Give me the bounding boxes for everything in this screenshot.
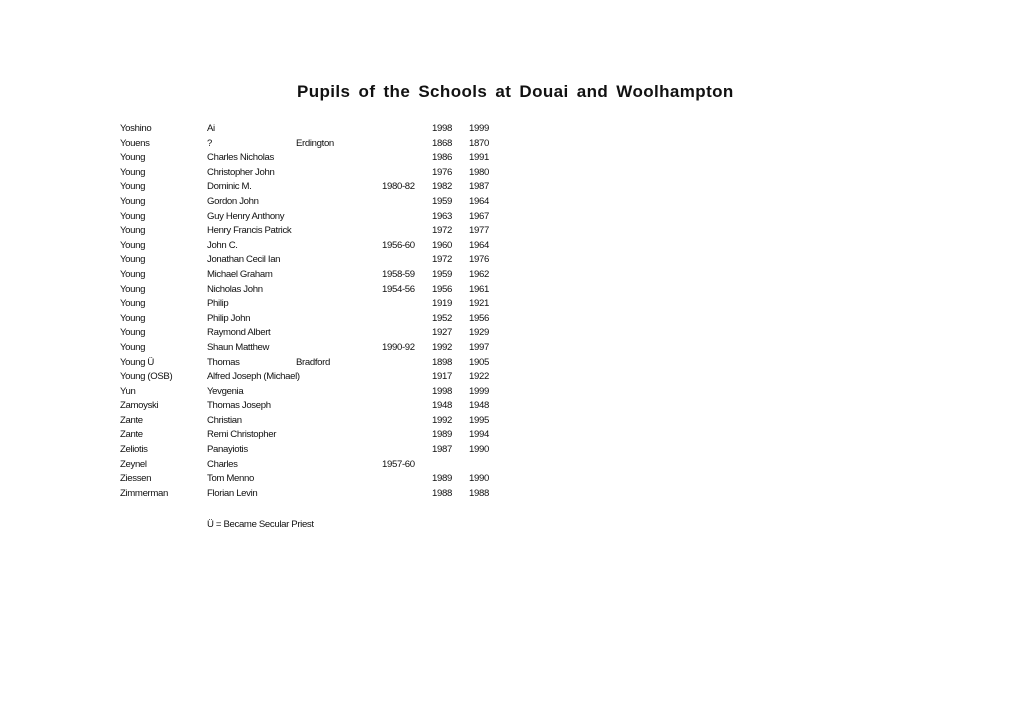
surname-cell: Young: [120, 327, 146, 339]
surname-cell: Ziessen: [120, 473, 152, 485]
year-entered-cell: 1989: [432, 473, 452, 485]
given-names-cell: Philip John: [207, 312, 251, 324]
year-entered-cell: 1972: [432, 225, 452, 237]
place-cell: Erdington: [296, 137, 334, 149]
given-names-cell: Jonathan Cecil Ian: [207, 254, 281, 266]
surname-cell: Young: [120, 268, 146, 280]
prep-years-cell: 1954-56: [382, 283, 415, 295]
year-left-cell: 1870: [469, 137, 489, 149]
given-names-cell: Charles Nicholas: [207, 152, 274, 164]
year-entered-cell: 1898: [432, 356, 452, 368]
year-entered-cell: 1992: [432, 414, 452, 426]
year-entered-cell: 1989: [432, 429, 452, 441]
given-names-cell: Panayiotis: [207, 444, 248, 456]
given-names-cell: Nicholas John: [207, 283, 263, 295]
year-entered-cell: 1956: [432, 283, 452, 295]
surname-cell: Young: [120, 254, 146, 266]
year-entered-cell: 1963: [432, 210, 452, 222]
year-entered-cell: 1988: [432, 487, 452, 499]
given-names-cell: Tom Menno: [207, 473, 254, 485]
given-names-cell: Christopher John: [207, 166, 275, 178]
surname-cell: Young (OSB): [120, 371, 173, 383]
year-left-cell: 1999: [469, 123, 489, 134]
year-left-cell: 1990: [469, 444, 489, 456]
year-left-cell: 1964: [469, 195, 489, 207]
given-names-cell: Ai: [207, 123, 215, 134]
year-entered-cell: 1987: [432, 444, 452, 456]
year-left-cell: 1987: [469, 181, 489, 193]
given-names-cell: Michael Graham: [207, 268, 273, 280]
year-entered-cell: 1986: [432, 152, 452, 164]
given-names-cell: Shaun Matthew: [207, 341, 270, 353]
year-left-cell: 1977: [469, 225, 489, 237]
given-names-cell: Christian: [207, 414, 242, 426]
year-entered-cell: 1972: [432, 254, 452, 266]
year-entered-cell: 1868: [432, 137, 452, 149]
year-left-cell: 1980: [469, 166, 489, 178]
surname-cell: Youens: [120, 137, 150, 149]
prep-years-cell: 1958-59: [382, 268, 415, 280]
given-names-cell: Florian Levin: [207, 487, 258, 499]
year-left-cell: 1922: [469, 371, 489, 383]
surname-cell: Young: [120, 181, 146, 193]
given-names-cell: Gordon John: [207, 195, 259, 207]
surname-cell: Zimmerman: [120, 487, 169, 499]
year-entered-cell: 1998: [432, 385, 452, 397]
surname-cell: Young Ü: [120, 356, 155, 368]
year-left-cell: 1999: [469, 385, 489, 397]
year-left-cell: 1921: [469, 298, 489, 310]
given-names-cell: ?: [207, 137, 212, 149]
year-left-cell: 1962: [469, 268, 489, 280]
surname-cell: Young: [120, 312, 146, 324]
given-names-cell: Thomas: [207, 356, 240, 368]
surname-cell: Young: [120, 298, 146, 310]
given-names-cell: Guy Henry Anthony: [207, 210, 285, 222]
year-entered-cell: 1982: [432, 181, 452, 193]
prep-years-cell: 1980-82: [382, 181, 415, 193]
year-entered-cell: 1948: [432, 400, 452, 412]
surname-cell: Young: [120, 283, 146, 295]
year-entered-cell: 1952: [432, 312, 452, 324]
year-entered-cell: 1959: [432, 195, 452, 207]
given-names-cell: Thomas Joseph: [207, 400, 271, 412]
year-entered-cell: 1976: [432, 166, 452, 178]
given-names-cell: Raymond Albert: [207, 327, 271, 339]
year-left-cell: 1929: [469, 327, 489, 339]
prep-years-cell: 1957-60: [382, 458, 415, 470]
year-left-cell: 1995: [469, 414, 489, 426]
surname-cell: Zante: [120, 414, 143, 426]
surname-cell: Young: [120, 239, 146, 251]
prep-years-cell: 1956-60: [382, 239, 415, 251]
prep-years-cell: 1990-92: [382, 341, 415, 353]
surname-cell: Yoshino: [120, 123, 152, 134]
surname-cell: Zamoyski: [120, 400, 159, 412]
given-names-cell: John C.: [207, 239, 238, 251]
place-cell: Bradford: [296, 356, 330, 368]
surname-cell: Zeynel: [120, 458, 147, 470]
surname-cell: Yun: [120, 385, 136, 397]
year-left-cell: 1997: [469, 341, 489, 353]
given-names-cell: Alfred Joseph (Michael): [207, 371, 300, 383]
given-names-cell: Remi Christopher: [207, 429, 277, 441]
year-left-cell: 1961: [469, 283, 489, 295]
year-left-cell: 1967: [469, 210, 489, 222]
year-entered-cell: 1960: [432, 239, 452, 251]
year-entered-cell: 1998: [432, 123, 452, 134]
surname-cell: Young: [120, 210, 146, 222]
year-entered-cell: 1992: [432, 341, 452, 353]
surname-cell: Zante: [120, 429, 143, 441]
given-names-cell: Henry Francis Patrick: [207, 225, 292, 237]
year-left-cell: 1994: [469, 429, 489, 441]
year-left-cell: 1905: [469, 356, 489, 368]
surname-cell: Zeliotis: [120, 444, 148, 456]
year-entered-cell: 1917: [432, 371, 452, 383]
given-names-cell: Dominic M.: [207, 181, 252, 193]
year-entered-cell: 1919: [432, 298, 452, 310]
year-entered-cell: 1959: [432, 268, 452, 280]
given-names-cell: Philip: [207, 298, 229, 310]
surname-cell: Young: [120, 341, 146, 353]
given-names-cell: Charles: [207, 458, 238, 470]
surname-cell: Young: [120, 152, 146, 164]
year-left-cell: 1988: [469, 487, 489, 499]
footnote: Ü = Became Secular Priest: [207, 519, 314, 530]
year-left-cell: 1956: [469, 312, 489, 324]
year-left-cell: 1991: [469, 152, 489, 164]
surname-cell: Young: [120, 166, 146, 178]
given-names-cell: Yevgenia: [207, 385, 244, 397]
page-title: Pupils of the Schools at Douai and Woolhampton: [297, 82, 734, 101]
surname-cell: Young: [120, 225, 146, 237]
surname-cell: Young: [120, 195, 146, 207]
year-left-cell: 1964: [469, 239, 489, 251]
year-entered-cell: 1927: [432, 327, 452, 339]
year-left-cell: 1976: [469, 254, 489, 266]
year-left-cell: 1990: [469, 473, 489, 485]
year-left-cell: 1948: [469, 400, 489, 412]
